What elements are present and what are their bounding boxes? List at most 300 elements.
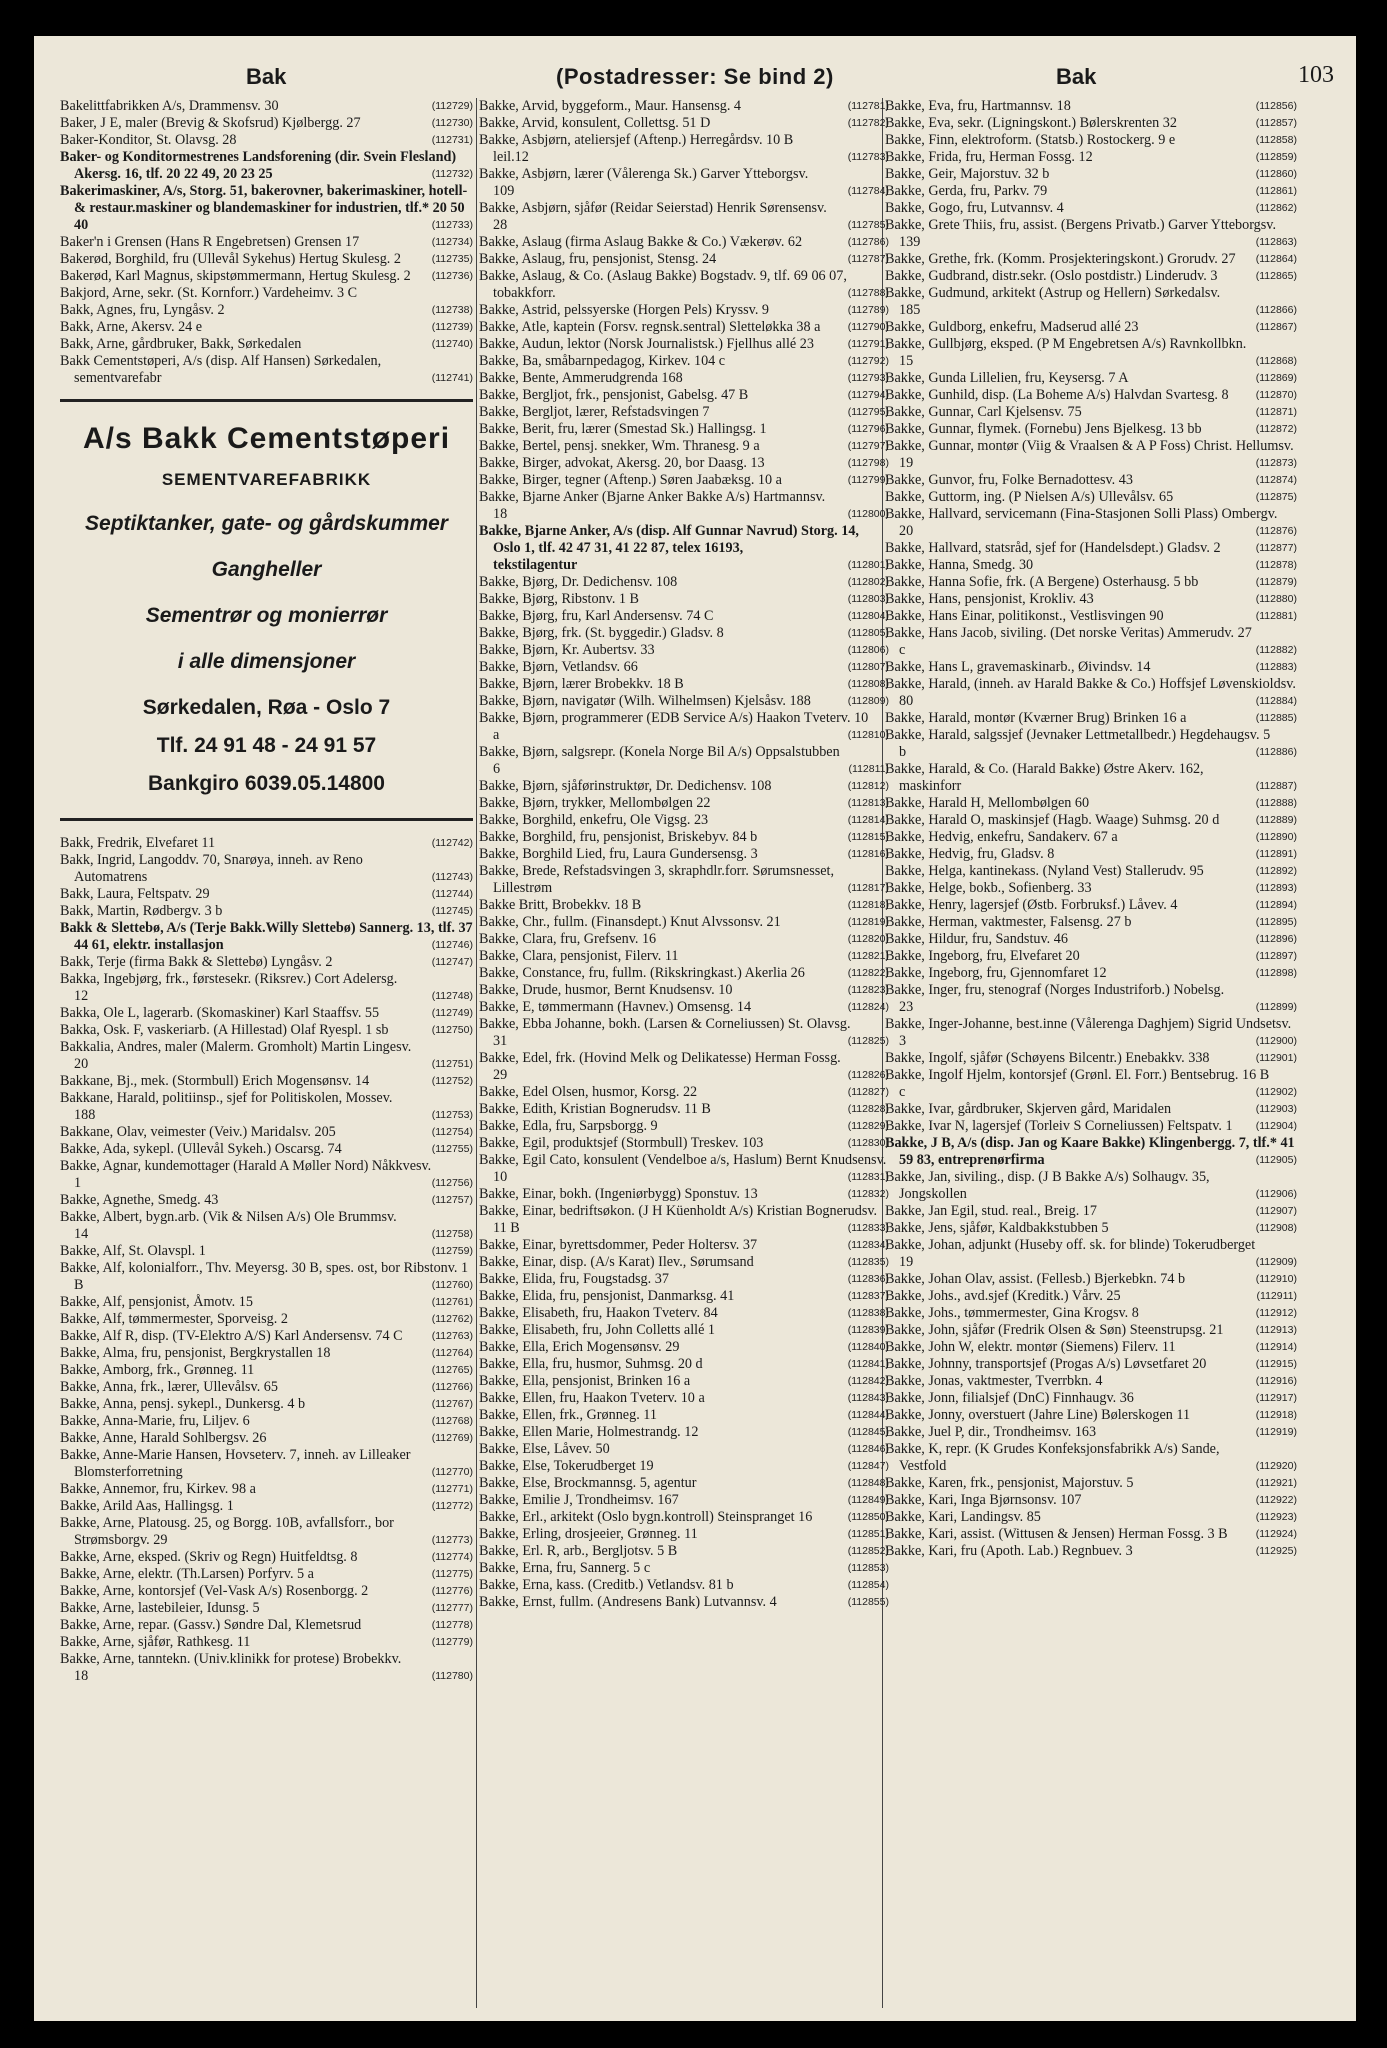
entry-text: Bakke, Arvid, konsulent, Collettsg. 51 D: [479, 115, 711, 131]
entry-text: Bakke, Asbjørn, lærer (Vålerenga Sk.) Garver Ytteborgsv. 109: [479, 166, 809, 199]
entry-text: Bakkane, Harald, politiinsp., sjef for Politiskolen, Mossev. 188: [60, 1090, 393, 1123]
entry-code: (112733): [431, 219, 473, 231]
directory-entry: [885, 166, 1297, 183]
entry-code: (112787): [847, 253, 889, 265]
directory-entry: [60, 1039, 473, 1073]
entry-code: (112782): [847, 117, 889, 129]
directory-entry: [885, 761, 1297, 795]
entry-text: Bakke, Bjørn, salgsrepr. (Konela Norge Bil A/s) Oppsalstubben 6: [479, 744, 840, 777]
directory-entry: [479, 1186, 889, 1203]
ad-address: Sørkedalen, Røa - Oslo 7: [142, 696, 391, 719]
entry-code: (112761): [431, 1296, 473, 1308]
directory-entry: [479, 982, 889, 999]
directory-entry: [479, 1407, 889, 1424]
directory-entry: [885, 438, 1297, 472]
entry-text: Bakke, Arvid, byggeform., Maur. Hansensg. 4: [479, 98, 742, 114]
entry-code: (112815): [847, 831, 889, 843]
entry-text: Bakke, Harald H, Mellombølgen 60: [885, 795, 1090, 811]
entry-code: (112858): [1255, 134, 1297, 146]
directory-entry: [885, 1016, 1297, 1050]
entry-code: (112879): [1255, 576, 1297, 588]
directory-entry: [479, 1322, 889, 1339]
entry-text: Bakke, Bjørn, Kr. Aubertsv. 33: [479, 642, 655, 658]
entry-text: Bakke, Gunda Lillelien, fru, Keysersg. 7 A: [885, 370, 1129, 386]
ad-phone: Tlf. 24 91 48 - 24 91 57: [156, 734, 377, 757]
entry-text: Bakk, Arne, gårdbruker, Bakk, Sørkedalen: [60, 336, 302, 352]
entry-text: Bakke, Bjørn, sjåførinstruktør, Dr. Dedichensv. 108: [479, 778, 772, 794]
directory-entry: [885, 591, 1297, 608]
directory-entry: [479, 1373, 889, 1390]
directory-entry: [60, 98, 473, 115]
entry-code: (112843): [847, 1392, 889, 1404]
directory-entry: [885, 1509, 1297, 1526]
directory-entry: [885, 132, 1297, 149]
directory-entry: [479, 574, 889, 591]
directory-entry: [885, 1271, 1297, 1288]
entry-text: Bakke, Hedvig, enkefru, Sandakerv. 67 a: [885, 829, 1118, 845]
ad-bank: Bankgiro 6039.05.14800: [148, 772, 385, 795]
directory-entry: [479, 591, 889, 608]
entry-text: Bakke, Ingolf Hjelm, kontorsjef (Grønl. El. Forr.) Bentsebrug. 16 B c: [885, 1067, 1270, 1100]
entry-text: Bakke, Arne, lastebileier, Idunsg. 5: [60, 1600, 260, 1616]
directory-entry: [885, 183, 1297, 200]
entry-text: Bakka, Ingebjørg, frk., førstesekr. (Riksrev.) Cort Adelersg. 12: [60, 971, 398, 1004]
entry-code: (112868): [1255, 355, 1297, 367]
entry-text: Bakke, Asbjørn, sjåfør (Reidar Seierstad) Henrik Sørensensv. 28: [479, 200, 827, 233]
entry-text: Bakke, Guttorm, ing. (P Nielsen A/s) Ullevålsv. 65: [885, 489, 1174, 505]
entry-text: Bakke, Bjørg, Ribstonv. 1 B: [479, 591, 640, 607]
entry-code: (112740): [431, 338, 473, 350]
entry-text: Bakke, Gunnar, Carl Kjelsensv. 75: [885, 404, 1082, 420]
directory-entry: [60, 183, 473, 234]
entry-text: Bakk, Fredrik, Elvefaret 11: [60, 835, 216, 851]
entry-code: (112790): [847, 321, 889, 333]
directory-entry: [479, 1543, 889, 1560]
entry-code: (112756): [431, 1177, 473, 1189]
directory-entry: [60, 285, 473, 302]
entry-text: Bakke, Bjørn, lærer Brobekkv. 18 B: [479, 676, 684, 692]
entry-code: (112916): [1255, 1375, 1297, 1387]
entry-code: (112836): [847, 1273, 889, 1285]
entry-text: Bakke, Bjarne Anker, A/s (disp. Alf Gunnar Navrud) Storg. 14, Oslo 1, tlf. 42 47 31, 41 22 87, telex 16193, tekstilagentur: [479, 523, 859, 573]
directory-entry: [479, 353, 889, 370]
entry-text: Bakke, Johan, adjunkt (Huseby off. sk. for blinde) Tokerudberget 19: [885, 1237, 1256, 1270]
entry-text: Bakke, Edla, fru, Sarpsborgg. 9: [479, 1118, 658, 1134]
entry-code: (112881): [1255, 610, 1297, 622]
entry-code: (112889): [1255, 814, 1297, 826]
entry-code: (112734): [431, 236, 473, 248]
directory-entry: [885, 914, 1297, 931]
directory-entry: [60, 1651, 473, 1685]
entry-code: (112797): [847, 440, 889, 452]
directory-entry: [885, 1322, 1297, 1339]
entry-code: (112885): [1255, 712, 1297, 724]
entry-code: (112735): [431, 253, 473, 265]
entry-text: Bakke, Hans, pensjonist, Krokliv. 43: [885, 591, 1094, 607]
entry-code: (112869): [1255, 372, 1297, 384]
directory-entry: [885, 829, 1297, 846]
header-center-note: (Postadresser: Se bind 2): [556, 64, 834, 89]
entry-text: Bakke, Elida, fru, pensjonist, Danmarksg. 41: [479, 1288, 735, 1304]
entry-code: (112798): [847, 457, 889, 469]
directory-entry: [885, 115, 1297, 132]
entry-text: Bakke, Arne, Platousg. 25, og Borgg. 10B, avfallsforr., bor Strømsborgv. 29: [60, 1515, 394, 1548]
ad-subtitle: SEMENTVAREFABRIKK: [161, 470, 372, 489]
directory-entry: [60, 1430, 473, 1447]
directory-entry: [885, 540, 1297, 557]
entry-code: (112825): [847, 1035, 889, 1047]
entry-code: (112841): [847, 1358, 889, 1370]
directory-entry: [885, 710, 1297, 727]
entry-text: Bakke, Alma, fru, pensjonist, Bergkrystallen 18: [60, 1345, 331, 1361]
entry-text: Bakke, Else, Låvev. 50: [479, 1441, 610, 1457]
entry-code: (112888): [1255, 797, 1297, 809]
directory-entry: [479, 404, 889, 421]
entry-text: Bakke, Alf, pensjonist, Åmotv. 15: [60, 1294, 253, 1310]
entry-text: Bakkalia, Andres, maler (Malerm. Gromholt) Martin Lingesv. 20: [60, 1039, 412, 1072]
directory-entry: [479, 1509, 889, 1526]
entry-code: (112920): [1255, 1460, 1297, 1472]
entry-text: Bakke, Anna, pensj. sykepl., Dunkersg. 4 b: [60, 1396, 306, 1412]
directory-entry: [60, 1141, 473, 1158]
entry-text: Bakke, Borghild, fru, pensjonist, Briskebyv. 84 b: [479, 829, 758, 845]
directory-entry: [60, 886, 473, 903]
directory-entry: [479, 778, 889, 795]
entry-text: Bakke, Bjørg, Dr. Dedichensv. 108: [479, 574, 678, 590]
directory-entry: [479, 1560, 889, 1577]
entry-text: Bakke, Edel Olsen, husmor, Korsg. 22: [479, 1084, 698, 1100]
entry-text: Bakke, Elida, fru, Fougstadsg. 37: [479, 1271, 669, 1287]
entry-text: Bakke, Einar, byrettsdommer, Peder Holtersv. 37: [479, 1237, 758, 1253]
entry-code: (112855): [847, 1596, 889, 1608]
directory-entry: [60, 1124, 473, 1141]
entry-text: Bakke, Drude, husmor, Bernt Knudsensv. 10: [479, 982, 733, 998]
entry-text: Bakke, Aslaug (firma Aslaug Bakke & Co.) Vækerøv. 62: [479, 234, 803, 250]
directory-entry: [479, 1356, 889, 1373]
entry-code: (112908): [1255, 1222, 1297, 1234]
entry-code: (112816): [847, 848, 889, 860]
directory-entry: [885, 336, 1297, 370]
directory-entry: [479, 829, 889, 846]
entry-text: Bakke, Berit, fru, lærer (Smestad Sk.) Hallingsg. 1: [479, 421, 767, 437]
entry-text: Bakke, Annemor, fru, Kirkev. 98 a: [60, 1481, 256, 1497]
directory-entry: [479, 200, 889, 234]
entry-code: (112866): [1255, 304, 1297, 316]
entry-text: Bakke, Kari, assist. (Wittusen & Jensen) Herman Fossg. 3 B: [885, 1526, 1228, 1542]
entry-text: Bakke, Arne, sjåfør, Rathkesg. 11: [60, 1634, 251, 1650]
directory-entry: [60, 1413, 473, 1430]
directory-entry: [479, 1594, 889, 1611]
directory-entry: [60, 1243, 473, 1260]
header-left-keyword: Bak: [246, 64, 287, 89]
entry-text: Bakke, Arne, kontorsjef (Vel-Vask A/s) Rosenborgg. 2: [60, 1583, 369, 1599]
directory-entry: [479, 676, 889, 693]
directory-entry: [885, 812, 1297, 829]
entry-code: (112811): [848, 763, 889, 775]
entry-code: (112792): [847, 355, 889, 367]
entry-code: (112773): [431, 1534, 473, 1546]
entry-text: Bakke, Aslaug, fru, pensjonist, Stensg. 24: [479, 251, 717, 267]
directory-entry: [60, 1600, 473, 1617]
entry-code: (112875): [1255, 491, 1297, 503]
entry-code: (112924): [1255, 1528, 1297, 1540]
entry-text: Bakke, Birger, advokat, Akersg. 20, bor Daasg. 13: [479, 455, 765, 471]
entry-text: Bakke, Emilie J, Trondheimsv. 167: [479, 1492, 679, 1508]
directory-entry: [479, 642, 889, 659]
entry-code: (112766): [431, 1381, 473, 1393]
entry-code: (112752): [431, 1075, 473, 1087]
directory-entry: [885, 880, 1297, 897]
entry-code: (112784): [847, 185, 889, 197]
entry-code: (112801): [847, 559, 889, 571]
entry-text: Bakke, Erl., arkitekt (Oslo bygn.kontroll) Steinspranget 16: [479, 1509, 813, 1525]
directory-entry: [60, 1005, 473, 1022]
directory-entry: [885, 897, 1297, 914]
directory-entry: [60, 1634, 473, 1651]
entry-code: (112757): [431, 1194, 473, 1206]
entry-text: Bakke, Aslaug, & Co. (Aslaug Bakke) Bogstadv. 9, tlf. 69 06 07, tobakkforr.: [479, 268, 847, 301]
entry-text: Bakke, Einar, bedriftsøkon. (J H Küenholdt A/s) Kristian Bognerudsv. 11 B: [479, 1203, 878, 1236]
directory-entry: [479, 1118, 889, 1135]
entry-code: (112824): [847, 1001, 889, 1013]
directory-entry: [885, 965, 1297, 982]
directory-entry: [60, 115, 473, 132]
entry-code: (112862): [1255, 202, 1297, 214]
column-3-entries: [885, 98, 1297, 1560]
directory-entry: [885, 795, 1297, 812]
directory-entry: [479, 948, 889, 965]
entry-text: Bakke, Else, Tokerudberget 19: [479, 1458, 654, 1474]
entry-code: (112867): [1255, 321, 1297, 333]
directory-entry: [885, 98, 1297, 115]
directory-entry: [479, 999, 889, 1016]
entry-text: Bakke, Agnethe, Smedg. 43: [60, 1192, 219, 1208]
entry-text: Bakke, Constance, fru, fullm. (Rikskringkast.) Akerlia 26: [479, 965, 805, 981]
entry-text: Bakke, Gunnar, montør (Viig & Vraalsen & A P Foss) Christ. Hellumsv. 19: [885, 438, 1294, 471]
entry-text: Bakelittfabrikken A/s, Drammensv. 30: [60, 98, 279, 114]
entry-code: (112819): [847, 916, 889, 928]
entry-code: (112922): [1255, 1494, 1297, 1506]
entry-text: Bakke, Erl. R, arb., Bergljotsv. 5 B: [479, 1543, 678, 1559]
directory-entry: [479, 897, 889, 914]
entry-code: (112810): [847, 729, 889, 741]
entry-code: (112821): [847, 950, 889, 962]
directory-entry: [885, 948, 1297, 965]
entry-code: (112906): [1255, 1188, 1297, 1200]
directory-entry: [479, 863, 889, 897]
directory-entry: [885, 506, 1297, 540]
entry-text: Bakke, Einar, bokh. (Ingeniørbygg) Sponstuv. 13: [479, 1186, 758, 1202]
entry-text: Bakke, Agnar, kundemottager (Harald A Møller Nord) Nåkkvesv. 1: [60, 1158, 432, 1191]
entry-text: Bakkane, Olav, veimester (Veiv.) Maridalsv. 205: [60, 1124, 336, 1140]
directory-entry: [885, 1288, 1297, 1305]
entry-text: Bakke, Jens, sjåfør, Kaldbakkstubben 5: [885, 1220, 1109, 1236]
entry-text: Bakke, Hanna Sofie, frk. (A Bergene) Osterhausg. 5 bb: [885, 574, 1199, 590]
entry-text: Bakke, Astrid, pelssyerske (Horgen Pels) Kryssv. 9: [479, 302, 770, 318]
entry-text: Baker-Konditor, St. Olavsg. 28: [60, 132, 237, 148]
entry-text: Bakke, Harald, salgssjef (Jevnaker Lettmetallbedr.) Hegdehaugsv. 5 b: [885, 727, 1271, 760]
entry-text: Bakke, Helga, kantinekass. (Nyland Vest) Stallerudv. 95: [885, 863, 1204, 879]
entry-code: (112903): [1255, 1103, 1297, 1115]
directory-entry: [60, 1209, 473, 1243]
entry-text: Bakke, Hanna, Smedg. 30: [885, 557, 1034, 573]
entry-text: Bakerød, Karl Magnus, skipstømmermann, Hertug Skulesg. 2: [60, 268, 411, 284]
directory-entry: [479, 251, 889, 268]
entry-code: (112898): [1255, 967, 1297, 979]
directory-entry: [885, 676, 1297, 710]
entry-code: (112807): [847, 661, 889, 673]
entry-code: (112786): [847, 236, 889, 248]
entry-code: (112832): [847, 1188, 889, 1200]
entry-text: Bakke, Egil, produktsjef (Stormbull) Treskev. 103: [479, 1135, 764, 1151]
entry-code: (112914): [1255, 1341, 1297, 1353]
entry-text: Bakke, Hans L, gravemaskinarb., Øivindsv. 14: [885, 659, 1151, 675]
entry-code: (112870): [1255, 389, 1297, 401]
directory-entry: [479, 1577, 889, 1594]
directory-entry: [479, 472, 889, 489]
entry-text: Bakke, Ada, sykepl. (Ullevål Sykeh.) Oscarsg. 74: [60, 1141, 342, 1157]
entry-text: Bakke, Hans Jacob, siviling. (Det norske Veritas) Ammerudv. 27 c: [885, 625, 1252, 658]
directory-entry: [60, 302, 473, 319]
directory-entry: [60, 1617, 473, 1634]
entry-code: (112813): [847, 797, 889, 809]
directory-entry: [60, 1549, 473, 1566]
directory-entry: [60, 920, 473, 954]
entry-text: Bakke, Ellen Marie, Holmestrandg. 12: [479, 1424, 699, 1440]
directory-entry: [60, 1515, 473, 1549]
entry-text: Bakke, Elisabeth, fru, Haakon Tveterv. 84: [479, 1305, 718, 1321]
entry-text: Bakke, Grethe, frk. (Komm. Prosjekteringskont.) Grorudv. 27: [885, 251, 1236, 267]
entry-code: (112839): [847, 1324, 889, 1336]
directory-entry: [479, 710, 889, 744]
directory-entry: [479, 795, 889, 812]
directory-entry: [885, 1441, 1297, 1475]
entry-code: (112808): [847, 678, 889, 690]
entry-code: (112765): [431, 1364, 473, 1376]
entry-text: Bakke, Hans Einar, politikonst., Vestlisvingen 90: [885, 608, 1164, 624]
column-2: [479, 98, 889, 2008]
directory-entry: [885, 1118, 1297, 1135]
directory-entry: [885, 1237, 1297, 1271]
entry-code: (112830): [847, 1137, 889, 1149]
entry-text: Bakke, Erling, drosjeeier, Grønneg. 11: [479, 1526, 698, 1542]
entry-text: Bakk, Ingrid, Langoddv. 70, Snarøya, inneh. av Reno Automatrens: [60, 852, 363, 885]
entry-code: (112886): [1255, 746, 1297, 758]
entry-text: Bakke, Harald, & Co. (Harald Bakke) Østre Akerv. 162, maskinforr: [885, 761, 1204, 794]
entry-text: Bakke, Harald, montør (Kværner Brug) Brinken 16 a: [885, 710, 1187, 726]
column-2-entries: [479, 98, 889, 1611]
directory-entry: [60, 1260, 473, 1294]
entry-code: (112732): [431, 168, 473, 180]
entry-code: (112891): [1255, 848, 1297, 860]
entry-code: (112759): [431, 1245, 473, 1257]
entry-code: (112780): [431, 1670, 473, 1682]
entry-code: (112738): [431, 304, 473, 316]
entry-code: (112800): [847, 508, 889, 520]
entry-code: (112887): [1255, 780, 1297, 792]
entry-text: Bakke, Eva, sekr. (Ligningskont.) Bølerskrenten 32: [885, 115, 1177, 131]
column-divider: [476, 98, 477, 2008]
entry-code: (112912): [1255, 1307, 1297, 1319]
entry-text: Bakke, Birger, tegner (Aftenp.) Søren Jaabæksg. 10 a: [479, 472, 782, 488]
entry-text: Bakke, Geir, Majorstuv. 32 b: [885, 166, 1050, 182]
entry-text: Bakke, Kari, Inga Bjørnsonsv. 107: [885, 1492, 1082, 1508]
entry-code: (112789): [847, 304, 889, 316]
entry-text: Bakkane, Bj., mek. (Stormbull) Erich Mogensønsv. 14: [60, 1073, 370, 1089]
entry-code: (112892): [1255, 865, 1297, 877]
directory-entry: [60, 132, 473, 149]
directory-entry: [885, 268, 1297, 285]
directory-entry: [479, 1152, 889, 1186]
entry-code: (112909): [1255, 1256, 1297, 1268]
directory-entry: [479, 115, 889, 132]
directory-entry: [60, 251, 473, 268]
entry-text: Bakke, Asbjørn, ateliersjef (Aftenp.) Herregårdsv. 10 B leil.12: [479, 132, 794, 165]
ad-title: A/s Bakk Cementstøperi: [82, 422, 451, 455]
entry-code: (112911): [1256, 1290, 1297, 1302]
entry-text: Bakke, Johnny, transportsjef (Progas A/s) Løvsetfaret 20: [885, 1356, 1207, 1372]
directory-entry: [885, 574, 1297, 591]
directory-entry: [479, 387, 889, 404]
entry-text: Bakke, Ingeborg, fru, Elvefaret 20: [885, 948, 1080, 964]
directory-entry: [479, 1305, 889, 1322]
directory-entry: [60, 1583, 473, 1600]
entry-text: Bakke, Inger, fru, stenograf (Norges Industriforb.) Nobelsg. 23: [885, 982, 1225, 1015]
entry-code: (112822): [847, 967, 889, 979]
entry-code: (112893): [1255, 882, 1297, 894]
entry-code: (112861): [1255, 185, 1297, 197]
entry-text: Bakke, Ingolf, sjåfør (Schøyens Bilcentr.) Enebakkv. 338: [885, 1050, 1210, 1066]
ad-line: i alle dimensjoner: [177, 650, 356, 673]
header-right-keyword: Bak: [1056, 64, 1097, 89]
entry-text: Bakke Britt, Brobekkv. 18 B: [479, 897, 642, 913]
entry-text: Bakke, Gogo, fru, Lutvannsv. 4: [885, 200, 1064, 216]
directory-entry: [885, 1305, 1297, 1322]
entry-text: Bakke, Bjørn, navigatør (Wilh. Wilhelmsen) Kjelsåsv. 188: [479, 693, 811, 709]
entry-text: Bakk, Martin, Rødbergv. 3 b: [60, 903, 223, 919]
entry-code: (112921): [1255, 1477, 1297, 1489]
directory-entry: [479, 1339, 889, 1356]
directory-entry: [60, 971, 473, 1005]
directory-entry: [885, 149, 1297, 166]
directory-entry: [60, 852, 473, 886]
entry-code: (112925): [1255, 1545, 1297, 1557]
entry-text: Bakke, Gudbrand, distr.sekr. (Oslo postdistr.) Linderudv. 3: [885, 268, 1218, 284]
entry-code: (112730): [431, 117, 473, 129]
page-number: 103: [1298, 62, 1334, 88]
directory-entry: [885, 1424, 1297, 1441]
directory-entry: [60, 336, 473, 353]
entry-code: (112796): [847, 423, 889, 435]
entry-code: (112904): [1255, 1120, 1297, 1132]
entry-code: (112918): [1255, 1409, 1297, 1421]
entry-text: Bakke, Finn, elektroform. (Statsb.) Rostockerg. 9 e: [885, 132, 1176, 148]
entry-text: Bakke, Borghild Lied, fru, Laura Gundersensg. 3: [479, 846, 758, 862]
entry-text: Bakke, Ebba Johanne, bokh. (Larsen & Corneliussen) St. Olavsg. 31: [479, 1016, 851, 1049]
entry-text: Bakke, Henry, lagersjef (Østb. Forbruksf.) Låvev. 4: [885, 897, 1178, 913]
entry-code: (112864): [1255, 253, 1297, 265]
entry-code: (112817): [847, 882, 889, 894]
entry-code: (112755): [431, 1143, 473, 1155]
entry-code: (112805): [847, 627, 889, 639]
entry-code: (112919): [1255, 1426, 1297, 1438]
directory-entry: [479, 1288, 889, 1305]
ad-line: Septiktanker, gate- og gårdskummer: [85, 512, 448, 535]
entry-code: (112923): [1255, 1511, 1297, 1523]
directory-page: [34, 36, 1356, 2021]
directory-entry: [885, 1543, 1297, 1560]
directory-entry: [60, 1481, 473, 1498]
